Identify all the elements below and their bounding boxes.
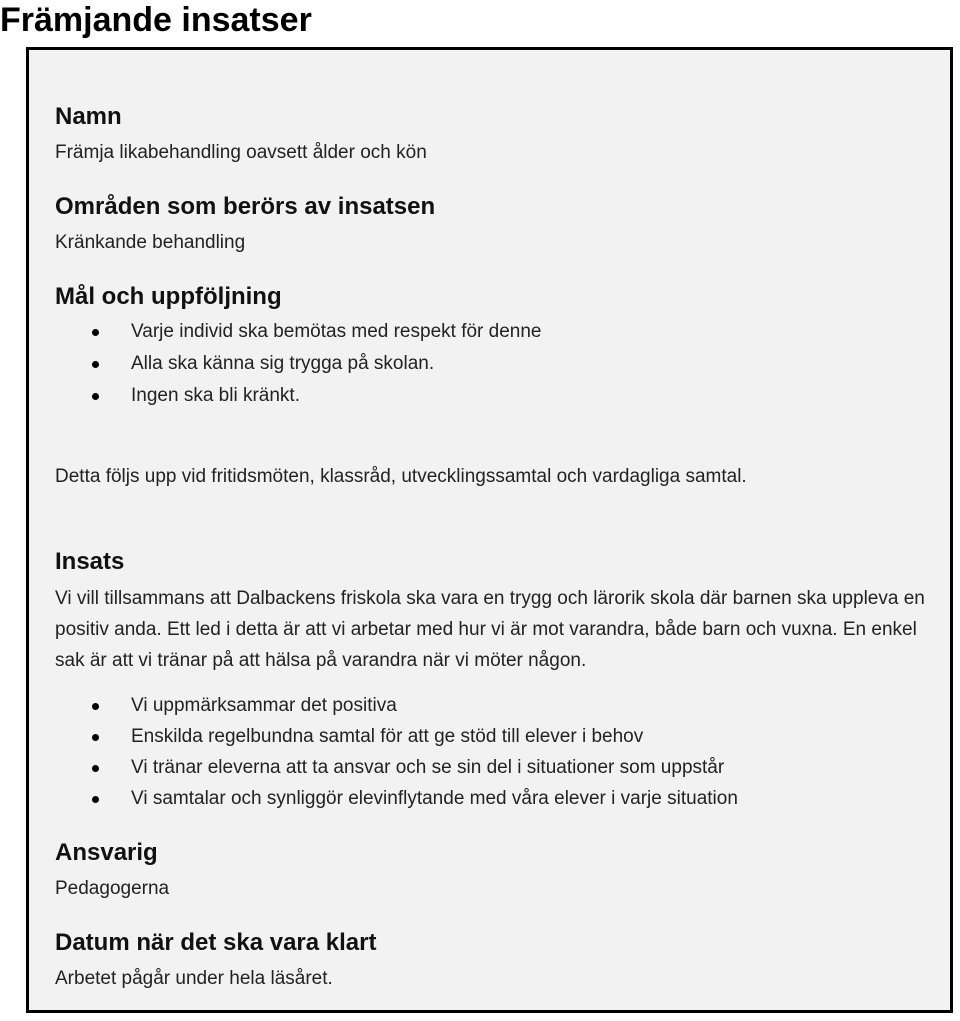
list-item — [55, 752, 738, 783]
list-item — [55, 380, 541, 412]
list-item-text: Varje individ ska bemötas med respekt för denne — [131, 321, 542, 342]
bullet-icon — [92, 796, 99, 803]
list-item — [55, 316, 541, 348]
section-heading-insats: Insats — [55, 548, 125, 575]
list-item — [55, 690, 738, 721]
bullet-icon — [92, 765, 99, 772]
bullet-icon — [92, 734, 99, 741]
list-item — [55, 721, 738, 752]
measure-box — [26, 47, 953, 1013]
section-heading-ansvarig: Ansvarig — [55, 839, 158, 866]
section-heading-omraden: Områden som berörs av insatsen — [55, 193, 436, 220]
bullet-icon — [92, 329, 99, 336]
list-item — [55, 348, 541, 380]
page-title: Främjande insatser — [0, 1, 312, 39]
goal-list — [55, 316, 541, 412]
list-item — [55, 783, 738, 814]
list-item-text: Alla ska känna sig trygga på skolan. — [131, 353, 435, 374]
list-item-text: Ingen ska bli kränkt. — [131, 385, 300, 406]
section-value-datum: Arbetet pågår under hela läsåret. — [55, 968, 333, 989]
bullet-icon — [92, 703, 99, 710]
bullet-icon — [92, 361, 99, 368]
section-heading-datum: Datum när det ska vara klart — [55, 929, 377, 956]
insats-paragraph: Vi vill tillsammans att Dalbackens friskola ska vara en trygg och lärorik skola där barnen ska uppleva en positiv anda. Ett led i detta är att vi arbetar med hur vi är mot varandra, både barn och vuxna. En enkel sak är att vi tränar på att hälsa på varandra när vi möter någon. — [55, 588, 925, 671]
bullet-icon — [92, 393, 99, 400]
list-item-text: Vi tränar eleverna att ta ansvar och se sin del i situationer som uppstår — [131, 757, 725, 778]
section-value-omraden: Kränkande behandling — [55, 232, 246, 253]
section-heading-mal: Mål och uppföljning — [55, 283, 282, 310]
insats-list — [55, 690, 738, 814]
section-value-namn: Främja likabehandling oavsett ålder och kön — [55, 142, 427, 163]
followup-text: Detta följs upp vid fritidsmöten, klassråd, utvecklingssamtal och vardagliga samtal. — [55, 466, 747, 487]
list-item-text: Enskilda regelbundna samtal för att ge stöd till elever i behov — [131, 726, 644, 747]
section-heading-namn: Namn — [55, 103, 122, 130]
list-item-text: Vi uppmärksammar det positiva — [131, 695, 397, 716]
list-item-text: Vi samtalar och synliggör elevinflytande med våra elever i varje situation — [131, 788, 738, 809]
section-value-ansvarig: Pedagogerna — [55, 878, 170, 899]
